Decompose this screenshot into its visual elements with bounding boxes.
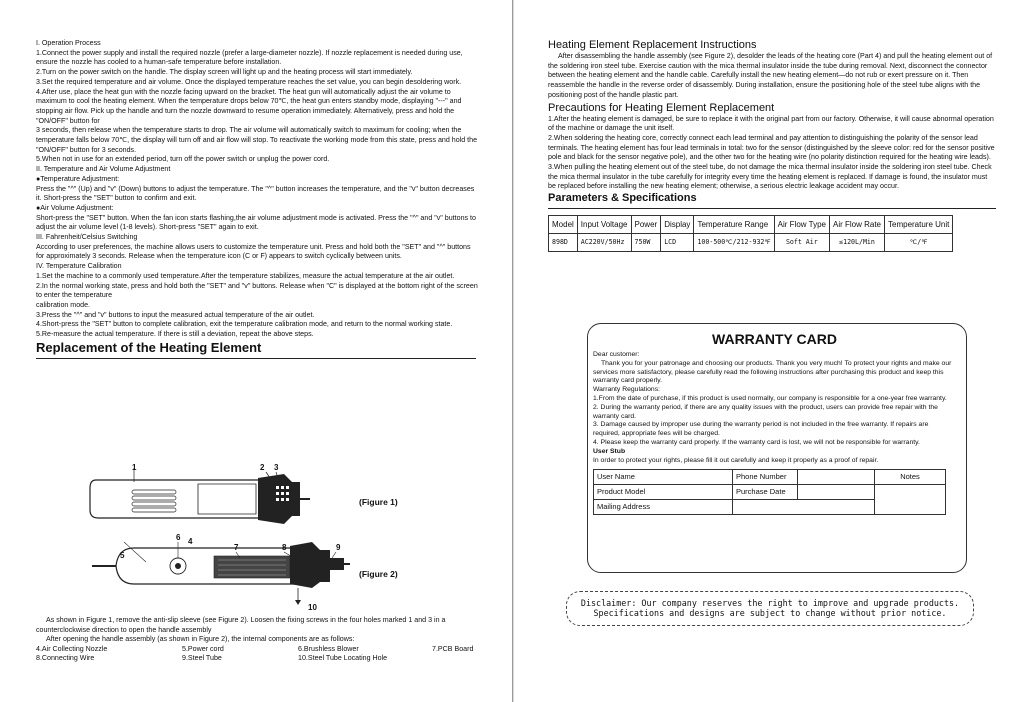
user-stub-title: User Stub (593, 447, 626, 455)
part-item: 9.Steel Tube (182, 654, 222, 662)
fig-label-8: 8 (282, 543, 287, 552)
cal-step-3: 3.Press the "^" and "v" buttons to input the measured actual temperature of the air outlet. (36, 310, 315, 319)
fc-text: According to user preferences, the machine allows users to customize the temperature unit. Press and hold both the "SET" and "^" buttons for approximately 3 seconds. Release when the temperature icon (C or F) appears to switch cyclically between units. (36, 242, 471, 261)
figure-description: As shown in Figure 1, remove the anti-slip sleeve (see Figure 2). Loosen the fixing screws in the four holes marked 1 and 3 in a counterclockwise direction to open the handle assembly (36, 616, 446, 634)
ops-step-4: 4.After use, place the heat gun with the nozzle facing upward on the bracket. The heat gun will automatically adjust the air volume to maximum to cool the heating element. When the temperature drops below 70℃, the heat gun enters standby mode, displaying "---" and stopping air flow. Pick up the handle and turn the nozzle downward to resume operation immediately. Alternatively, press and hold the "ON/OFF" button for (36, 87, 462, 125)
spec-value: ℃/℉ (885, 234, 953, 252)
disclaimer-line-2: Specifications and designs are subject to change without prior notice. (593, 608, 947, 618)
precaution-3: 3.When pulling the heating element out of the steel tube, do not damage the mica thermal insulator inside the soldering iron steel tube. Check the mica thermal insulator in the tube carefully for integrity every time the heating element is replaced. If damage is found, the insulator must be replaced before installing the new heating element; otherwise, a serious electric leakage accident may occur. (548, 163, 992, 191)
warranty-regulation: 3. Damage caused by improper use during the warranty period is not included in the free warranty. If repairs are required, appropriate fees will be charged. (593, 421, 929, 438)
disclaimer-line-1: Disclaimer: Our company reserves the right to improve and upgrade products. (580, 598, 960, 608)
spec-header: Air Flow Type (774, 216, 829, 234)
spec-header: Temperature Unit (885, 216, 953, 234)
parameters-heading: Parameters & Specifications (548, 192, 697, 205)
user-name-label: User Name (594, 470, 733, 485)
warranty-regulation: 1.From the date of purchase, if this product is used normally, our company is responsible for a one-year free warranty. (593, 394, 947, 402)
spec-value-row (549, 234, 953, 252)
fig-label-10: 10 (308, 603, 317, 612)
cal-step-5: 5.Re-measure the actual temperature. If there is still a deviation, repeat the above steps. (36, 330, 314, 339)
ops-step-5: 5.When not in use for an extended period, turn off the power switch or unplug the power cord. (36, 155, 330, 164)
warranty-dear: Dear customer: (593, 351, 640, 358)
spec-header: Air Flow Rate (829, 216, 884, 234)
right-column-text (548, 39, 996, 252)
parts-list (36, 616, 480, 664)
spec-value: 100-500℃/212-932℉ (694, 234, 774, 252)
temp-adjust-sub: ●Temperature Adjustment: (36, 174, 120, 183)
parts-row (36, 654, 480, 664)
user-stub-table (593, 469, 946, 515)
precaution-2: 2.When soldering the heating core, correctly connect each lead terminal and pay attention to distinguishing the polarity of the sensor lead terminals. The heating element has four lead terminals in total: two for the sensor (distinguished by the sleeve color: red for the sensor positive pole and black for the sensor negative pole), and the other two for the heating wire (no polarity distinction required for the heating wire leads). (548, 133, 995, 162)
handle-diagram (88, 462, 418, 612)
fig-label-9: 9 (336, 543, 341, 552)
warranty-regulation: 4. Please keep the warranty card properly. If the warranty card is lost, we will not be responsible for warranty. (593, 438, 920, 446)
mailing-address-label: Mailing Address (594, 500, 733, 515)
ops-step-3: 3.Set the required temperature and air volume. Once the displayed temperature reaches the set value, you can begin desoldering work. (36, 77, 462, 86)
spec-table (548, 215, 953, 252)
part-item: 10.Steel Tube Locating Hole (298, 654, 388, 662)
spec-header: Power (631, 216, 661, 234)
temp-adjust-text: Press the "^" (Up) and "v" (Down) buttons to adjust the temperature. The "^" button increases the temperature, and the "v" button decreases it. Short-press the "SET" button to confirm and exit. (36, 184, 475, 203)
cal-step-4: 4.Short-press the "SET" button to complete calibration, exit the temperature calibration mode, and return to the normal working state. (36, 320, 453, 329)
replacement-heading: Replacement of the Heating Element (36, 339, 262, 355)
part-item: 7.PCB Board (432, 644, 474, 653)
fig-label-1: 1 (132, 463, 137, 472)
spec-header: Temperature Range (694, 216, 774, 234)
spec-value: 750W (631, 234, 661, 252)
fig-label-2: 2 (260, 463, 265, 472)
notes-field[interactable] (875, 485, 946, 515)
cal-step-2-cont: calibration mode. (36, 300, 91, 309)
ops-step-4-cont: 3 seconds, then release when the temperature starts to drop. The air volume will automatically switch to maximum for cooling; when the temperature falls below 70℃, the display will turn off and air flow will stop. To reactivate the working mode from this state, press and hold the "ON/OFF" button for 3 seconds. (36, 126, 478, 154)
air-adjust-sub: ●Air Volume Adjustment: (36, 203, 114, 212)
precaution-1: 1.After the heating element is damaged, be sure to replace it with the original part from our factory. Otherwise, it will cause abnormal operation of the machine or damage the unit itself. (548, 114, 994, 133)
part-item: 4.Air Collecting Nozzle (36, 644, 108, 653)
user-stub-text: In order to protect your rights, please fill it out carefully and keep it properly as a proof of repair. (593, 456, 879, 464)
warranty-regulations-title: Warranty Regulations: (593, 386, 660, 394)
air-adjust-text: Short-press the "SET" button. When the fan icon starts flashing,the air volume adjustment mode is activated. Press the "^" and "v" buttons to adjust the air volume level (1-8 levels). Short-press "SET" again to exit. (36, 213, 476, 232)
cal-step-1: 1.Set the machine to a commonly used temperature.After the temperature stabilizes, measure the actual temperature at the air outlet. (36, 271, 455, 280)
part-item: 5.Power cord (182, 644, 224, 653)
ops-step-1: 1.Connect the power supply and install the required nozzle (prefer a large-diameter nozzle). If nozzle replacement is needed during use, ensure the nozzle has cooled to a human-safe temperature before installation. (36, 48, 463, 67)
phone-number-label: Phone Number (733, 470, 798, 485)
spec-value: Soft Air (774, 234, 829, 252)
figure-description-2: After opening the handle assembly (as shown in Figure 2), the internal components are as follows: (46, 635, 355, 643)
figure-1-drawing (90, 468, 310, 524)
cal-step-2: 2.In the normal working state, press and hold both the "SET" and "v" buttons. Release when "C" is displayed at the bottom right of the screen to enter the temperature (36, 281, 478, 300)
purchase-date-field[interactable] (798, 485, 875, 500)
phone-number-field[interactable] (798, 470, 875, 485)
notes-label: Notes (875, 470, 946, 485)
figure-2-caption: (Figure 2) (359, 569, 398, 579)
fc-heading: III. Fahrenheit/Celsius Switching (36, 233, 138, 242)
spec-header: Display (661, 216, 694, 234)
ops-step-2: 2.Turn on the power switch on the handle. The display screen will light up and the heating process will start immediately. (36, 68, 413, 77)
spec-value: 898D (549, 234, 578, 252)
part-item: 8.Connecting Wire (36, 654, 95, 662)
precautions-heading: Precautions for Heating Element Replacement (548, 101, 775, 114)
spec-value: ≤120L/Min (829, 234, 884, 252)
part-item: 6.Brushless Blower (298, 644, 359, 653)
warranty-card (587, 323, 967, 573)
replacement-instructions-text: After disassembling the handle assembly (see Figure 2), desolder the leads of the heating core (Part 4) and pull the heating element out of the soldering iron steel tube. Exercise caution with the mica thermal insulator inside the tube during removal. Next, disconnect the connector between the heating element and the handle cable. Carefully install the new heating element—do not rub or exert pressure on it. Then reassemble the handle in the reverse order of disassembly. During installation, ensure the positioning hole of the steel tube aligns with the positioning post of the handle plastic part. (548, 52, 993, 99)
fig-label-5: 5 (120, 551, 125, 560)
parts-row (36, 645, 480, 655)
warranty-intro: Thank you for your patronage and choosing our products. Thank you very much! To protect your rights and make our services more satisfactory, please carefully read the following instructions after purchasing this product and keep this warranty card properly. (593, 359, 952, 385)
figure-area (88, 462, 418, 612)
heading-rule (36, 358, 476, 359)
left-column-text (36, 39, 480, 363)
operation-process-heading: I. Operation Process (36, 39, 101, 47)
fig-label-7: 7 (234, 543, 239, 552)
purchase-date-label: Purchase Date (733, 485, 798, 500)
product-model-label: Product Model (594, 485, 733, 500)
warranty-regulation: 2. During the warranty period, if there are any quality issues with the product, users can provide free repair with the warranty card. (593, 403, 938, 420)
spec-header: Input Voltage (577, 216, 631, 234)
fig-label-4: 4 (188, 537, 193, 546)
calibration-heading: IV. Temperature Calibration (36, 262, 122, 271)
spec-header: Model (549, 216, 578, 234)
spec-header-row (549, 216, 953, 234)
figure-2-drawing (92, 542, 350, 605)
replacement-instructions-heading: Heating Element Replacement Instructions (548, 39, 757, 51)
fig-label-3: 3 (274, 463, 279, 472)
parameters-rule (548, 208, 996, 209)
temp-air-heading: II. Temperature and Air Volume Adjustment (36, 165, 171, 174)
warranty-title: WARRANTY CARD (712, 331, 837, 347)
spec-value: AC220V/50Hz (577, 234, 631, 252)
figure-1-caption: (Figure 1) (359, 497, 398, 507)
fig-label-6: 6 (176, 533, 181, 542)
mailing-address-field[interactable] (733, 500, 875, 515)
disclaimer-box (566, 591, 974, 626)
spec-value: LCD (661, 234, 694, 252)
